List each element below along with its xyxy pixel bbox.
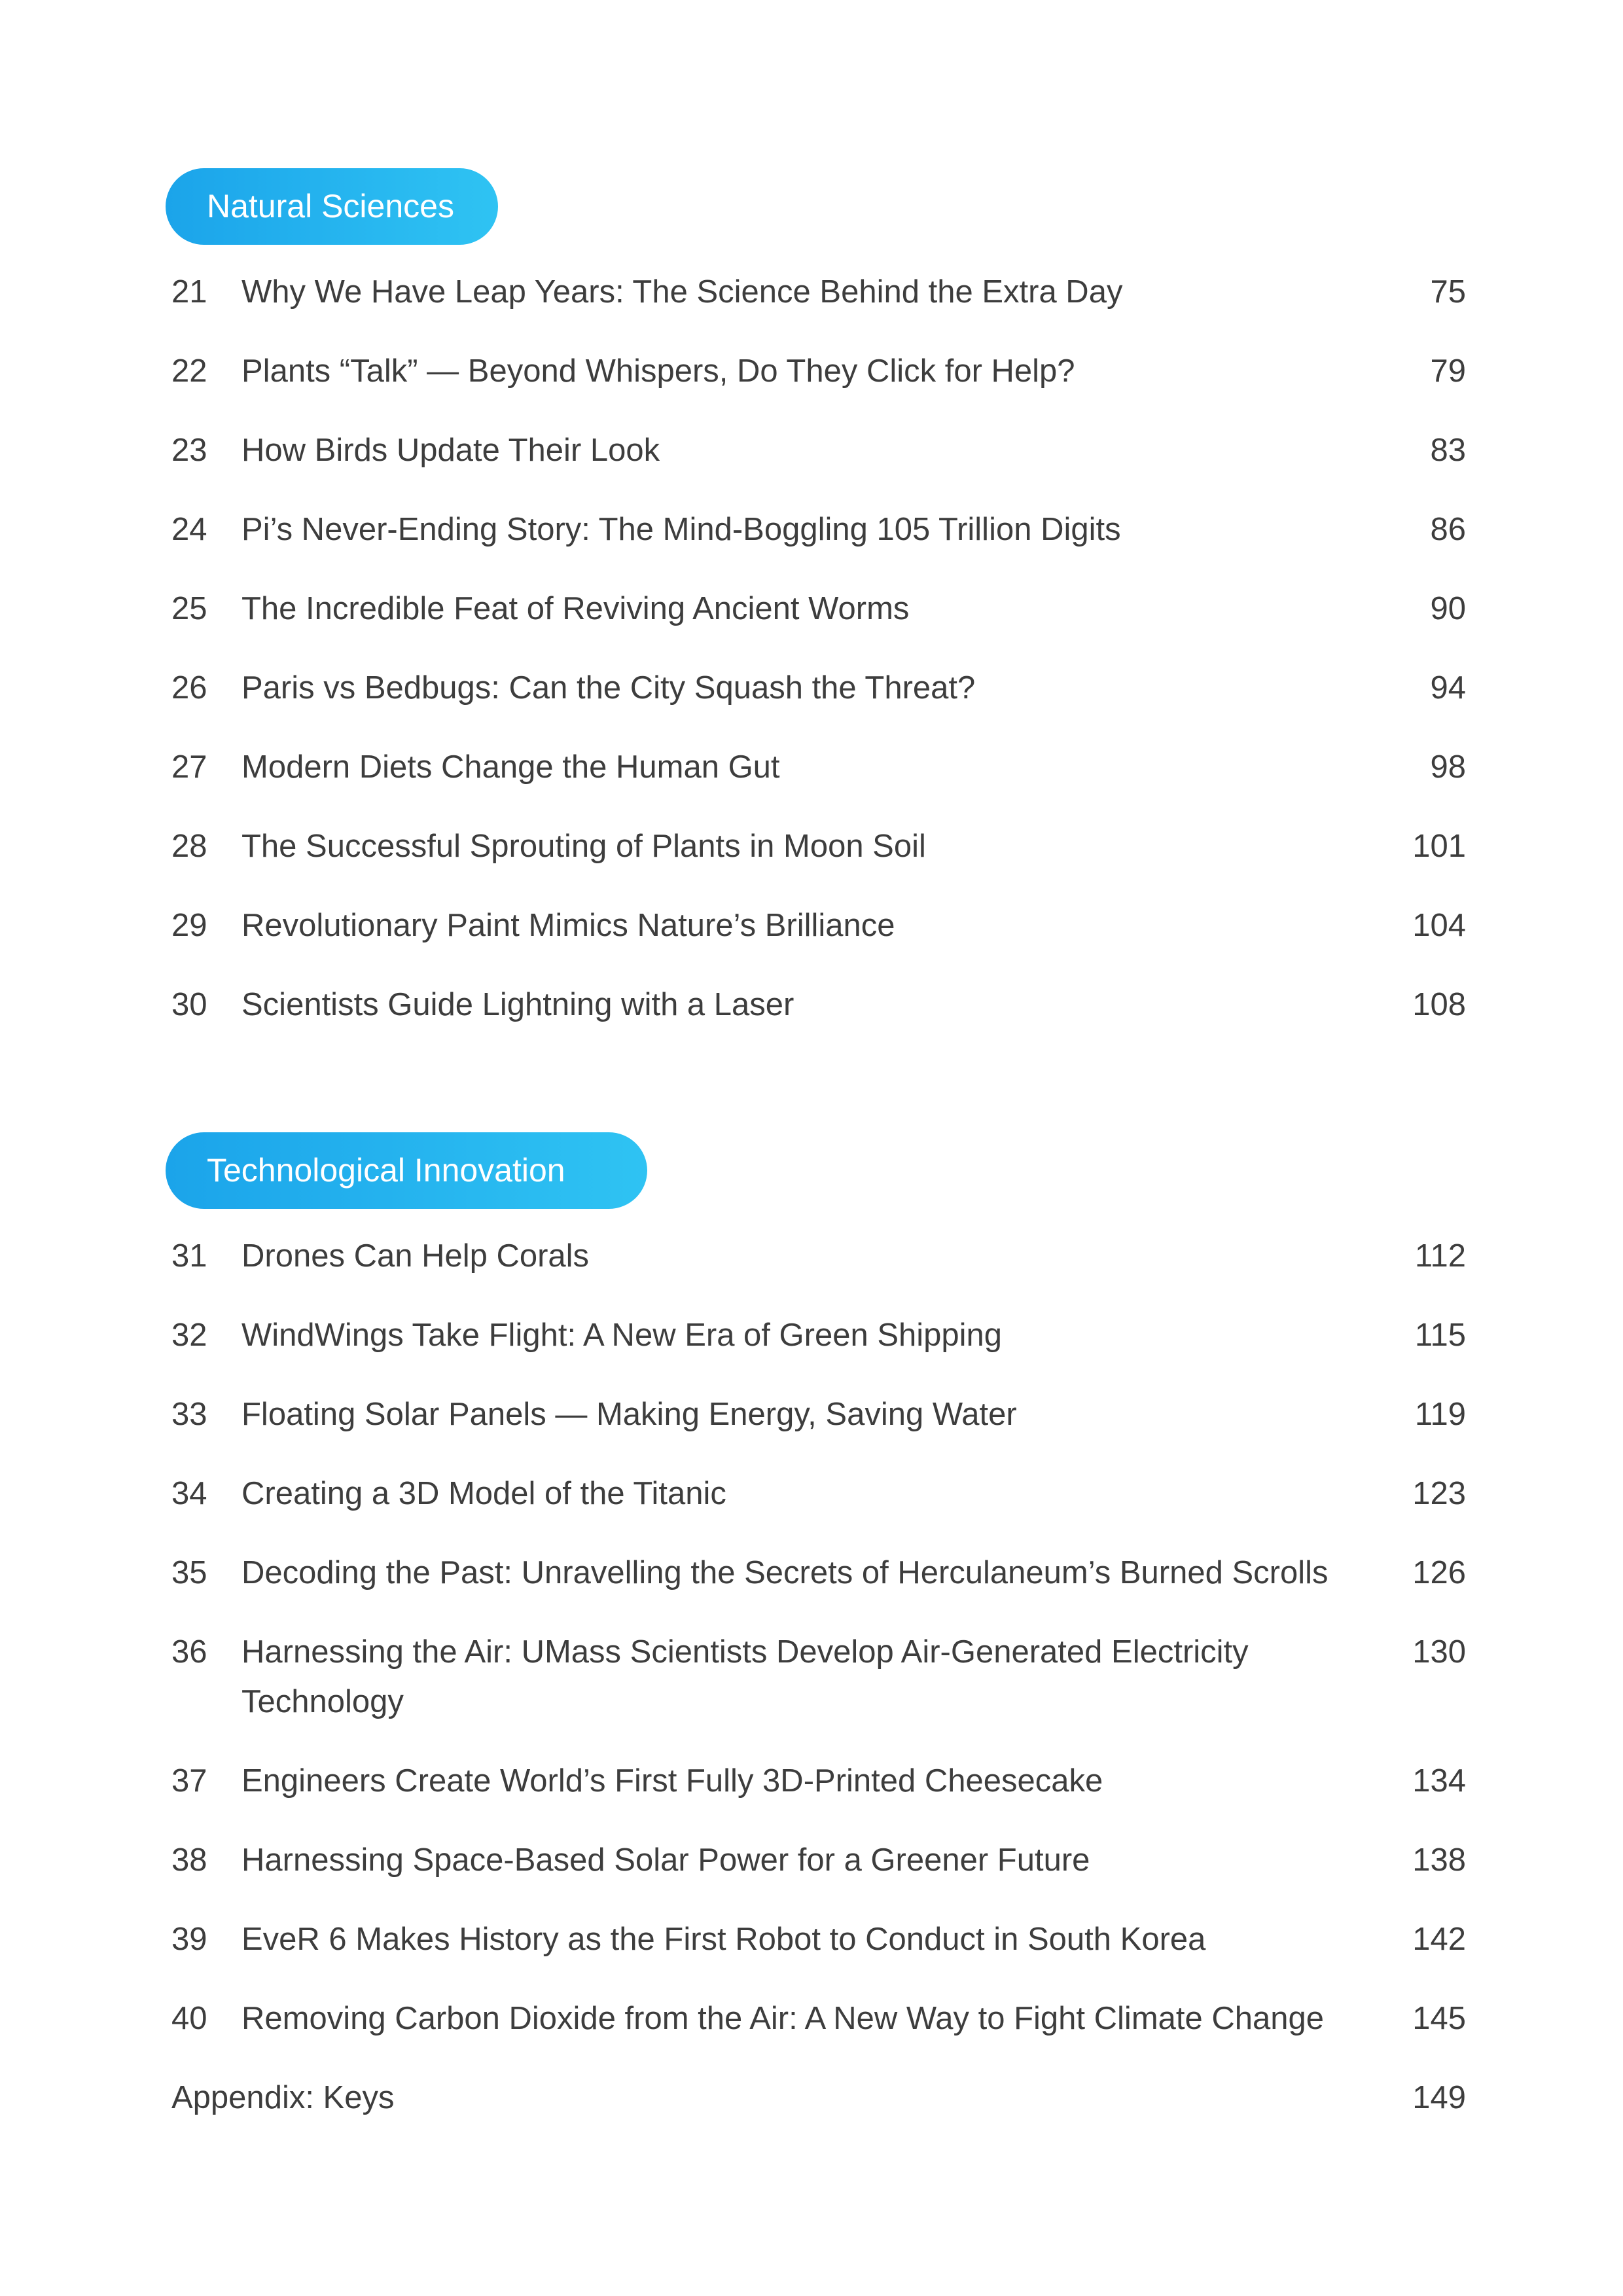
toc-entry	[166, 1742, 1466, 1821]
toc-entry	[166, 253, 1466, 332]
toc-entry	[166, 569, 1466, 649]
toc-entry	[166, 649, 1466, 728]
entry-title: Why We Have Leap Years: The Science Behind the Extra Day	[241, 274, 1123, 310]
entry-number: 23	[171, 433, 207, 468]
entry-page-number: 90	[1430, 591, 1466, 626]
entry-title: Harnessing Space-Based Solar Power for a Greener Future	[241, 1842, 1090, 1878]
entry-number: 40	[171, 2001, 207, 2036]
toc-entry-list	[166, 1217, 1466, 2138]
entry-page-number: 98	[1430, 749, 1466, 785]
entry-number: 35	[171, 1555, 207, 1590]
entry-page-number: 108	[1412, 987, 1466, 1022]
entry-title: Scientists Guide Lightning with a Laser	[241, 987, 794, 1022]
toc-appendix-entry	[166, 2058, 1466, 2138]
entry-number: 25	[171, 591, 207, 626]
entry-title: Creating a 3D Model of the Titanic	[241, 1476, 726, 1511]
toc-entry	[166, 332, 1466, 411]
toc-entry	[166, 1534, 1466, 1613]
section-heading-pill: Natural Sciences	[166, 168, 498, 245]
toc-entry	[166, 1375, 1466, 1454]
toc-entry	[166, 1979, 1466, 2058]
entry-title: Harnessing the Air: UMass Scientists Develop Air-Generated Electricity Technology	[241, 1634, 1249, 1719]
entry-number: 29	[171, 908, 207, 943]
entry-page-number: 130	[1412, 1634, 1466, 1670]
entry-number: 32	[171, 1318, 207, 1353]
toc-entry	[166, 728, 1466, 807]
entry-number: 36	[171, 1634, 207, 1670]
toc-entry	[166, 1296, 1466, 1375]
entry-number: 22	[171, 353, 207, 389]
toc-entry	[166, 807, 1466, 886]
entry-title: Pi’s Never-Ending Story: The Mind-Boggling 105 Trillion Digits	[241, 512, 1121, 547]
entry-page-number: 142	[1412, 1922, 1466, 1957]
toc-entry	[166, 1900, 1466, 1979]
entry-number: 31	[171, 1238, 207, 1274]
entry-number: 34	[171, 1476, 207, 1511]
entry-page-number: 134	[1412, 1763, 1466, 1799]
appendix-title: Appendix: Keys	[171, 2080, 395, 2115]
entry-title: Plants “Talk” — Beyond Whispers, Do They Click for Help?	[241, 353, 1075, 389]
toc-entry	[166, 1454, 1466, 1534]
toc-entry	[166, 1821, 1466, 1900]
entry-title: Removing Carbon Dioxide from the Air: A New Way to Fight Climate Change	[241, 2001, 1325, 2036]
entry-number: 30	[171, 987, 207, 1022]
entry-title: How Birds Update Their Look	[241, 433, 660, 468]
toc-entry	[166, 1613, 1466, 1742]
entry-page-number: 112	[1414, 1238, 1466, 1274]
entry-title: Floating Solar Panels — Making Energy, Saving Water	[241, 1397, 1017, 1432]
entry-number: 38	[171, 1842, 207, 1878]
entry-page-number: 75	[1430, 274, 1466, 310]
entry-number: 24	[171, 512, 207, 547]
entry-title: EveR 6 Makes History as the First Robot to Conduct in South Korea	[241, 1922, 1206, 1957]
entry-page-number: 101	[1412, 829, 1466, 864]
entry-page-number: 138	[1412, 1842, 1466, 1878]
entry-page-number: 94	[1430, 670, 1466, 706]
entry-title: Modern Diets Change the Human Gut	[241, 749, 780, 785]
toc-entry	[166, 411, 1466, 490]
entry-title: Decoding the Past: Unravelling the Secrets of Herculaneum’s Burned Scrolls	[241, 1555, 1329, 1590]
entry-number: 21	[171, 274, 207, 310]
entry-title: Revolutionary Paint Mimics Nature’s Brilliance	[241, 908, 895, 943]
entry-number: 39	[171, 1922, 207, 1957]
entry-page-number: 123	[1412, 1476, 1466, 1511]
entry-page-number: 126	[1412, 1555, 1466, 1590]
toc-entry	[166, 965, 1466, 1045]
toc-entry-list	[166, 253, 1466, 1045]
entry-title: Paris vs Bedbugs: Can the City Squash the Threat?	[241, 670, 976, 706]
entry-number: 27	[171, 749, 207, 785]
toc-section-technological-innovation	[166, 1132, 1466, 2138]
toc-entry	[166, 1217, 1466, 1296]
entry-page-number: 79	[1430, 353, 1466, 389]
entry-page-number: 145	[1412, 2001, 1466, 2036]
entry-number: 26	[171, 670, 207, 706]
entry-page-number: 119	[1414, 1397, 1466, 1432]
entry-number: 28	[171, 829, 207, 864]
entry-title: The Successful Sprouting of Plants in Moon Soil	[241, 829, 926, 864]
entry-page-number: 83	[1430, 433, 1466, 468]
entry-title: WindWings Take Flight: A New Era of Green Shipping	[241, 1318, 1003, 1353]
entry-page-number: 115	[1414, 1318, 1466, 1353]
entry-title: Engineers Create World’s First Fully 3D-Printed Cheesecake	[241, 1763, 1103, 1799]
entry-page-number: 104	[1412, 908, 1466, 943]
entry-number: 37	[171, 1763, 207, 1799]
entry-page-number: 149	[1412, 2080, 1466, 2115]
entry-number: 33	[171, 1397, 207, 1432]
entry-title: Drones Can Help Corals	[241, 1238, 590, 1274]
toc-section-natural-sciences	[166, 168, 1466, 1045]
entry-title: The Incredible Feat of Reviving Ancient Worms	[241, 591, 910, 626]
section-heading-pill: Technological Innovation	[166, 1132, 647, 1209]
toc-entry	[166, 886, 1466, 965]
entry-page-number: 86	[1430, 512, 1466, 547]
toc-entry	[166, 490, 1466, 569]
